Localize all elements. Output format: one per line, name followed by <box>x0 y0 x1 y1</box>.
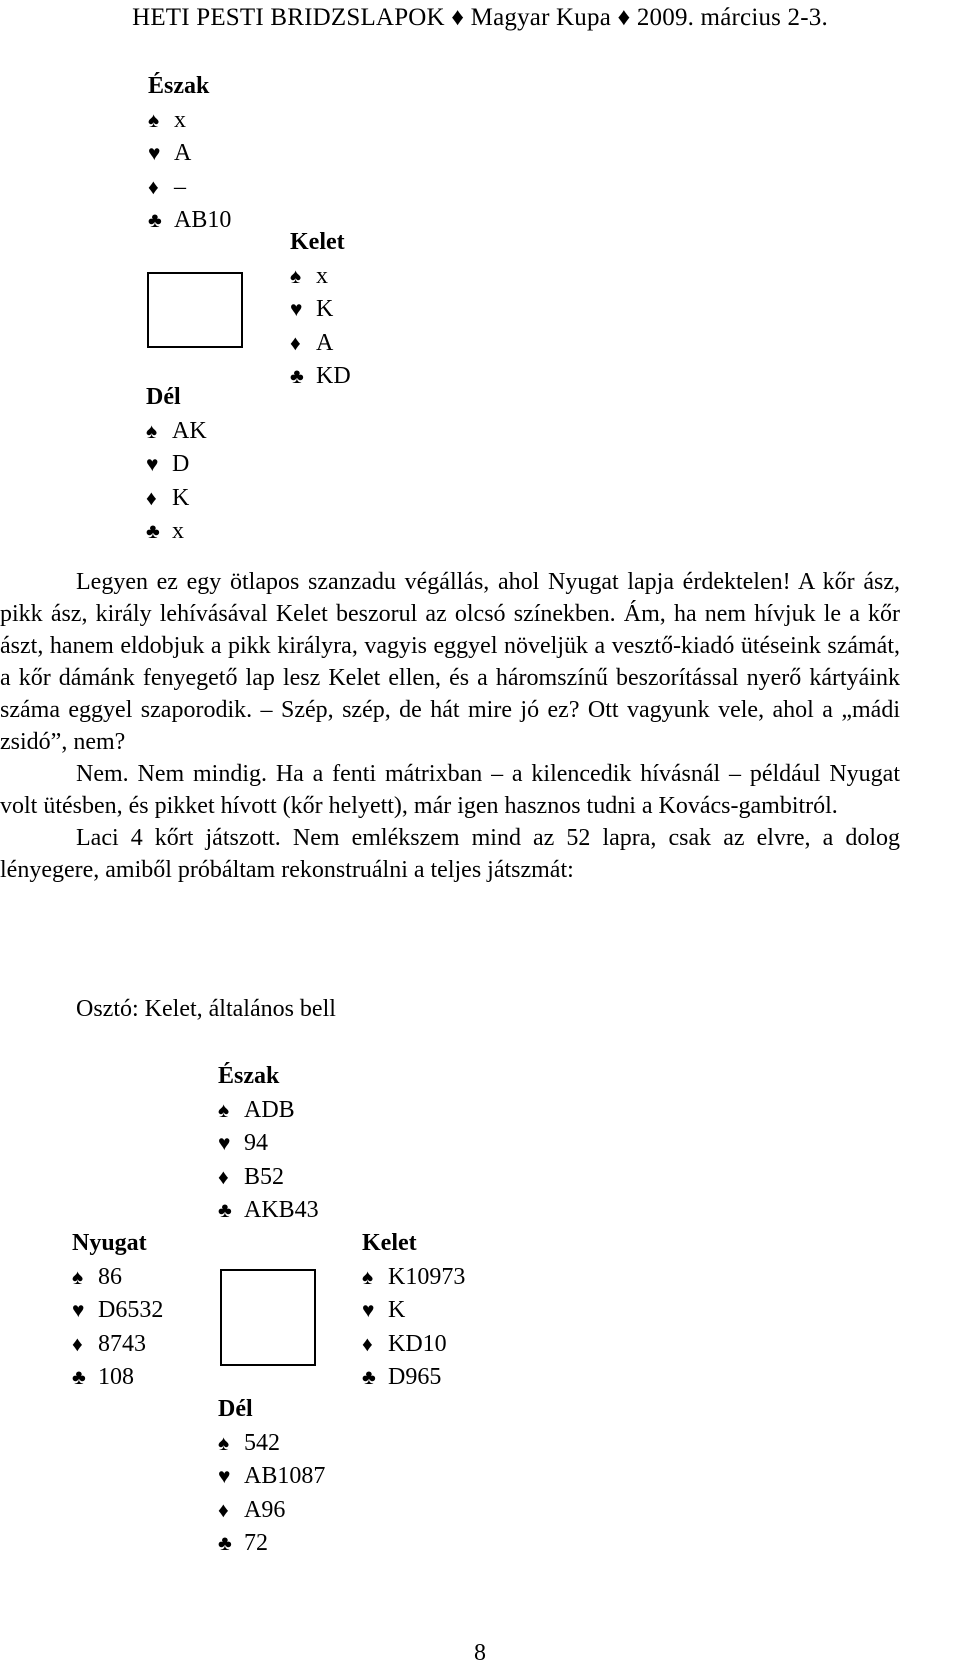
heart-icon: ♥ <box>290 297 303 321</box>
table-box <box>220 1269 316 1366</box>
clubs-holding: x <box>172 518 184 544</box>
spade-icon: ♠ <box>218 1097 230 1122</box>
club-icon: ♣ <box>290 364 304 388</box>
paragraph: Nem. Nem mindig. Ha a fenti mátrixban – a kilencedik hívásnál – például Nyugat volt ütésben, és pikket hívott (kőr helyett), már igen hasznos tudni a Kovács-gambitról. <box>0 761 900 819</box>
spades-holding: 542 <box>244 1429 280 1456</box>
spade-icon: ♠ <box>218 1430 230 1455</box>
clubs-holding: AKB43 <box>244 1197 319 1223</box>
heart-icon: ♥ <box>362 1298 375 1322</box>
hand-name: Észak <box>218 1063 280 1089</box>
diagram1-south-hand <box>146 381 207 549</box>
heart-icon: ♥ <box>72 1298 85 1322</box>
hand-name: Kelet <box>362 1230 417 1256</box>
diamond-icon: ♦ <box>146 485 157 510</box>
diamonds-holding: KD10 <box>388 1330 447 1357</box>
spade-icon: ♠ <box>362 1264 374 1289</box>
diamond-icon: ♦ <box>72 1331 83 1356</box>
spade-icon: ♠ <box>72 1264 84 1289</box>
heart-icon: ♥ <box>218 1464 231 1488</box>
article-text <box>0 566 900 886</box>
table-box <box>147 272 243 348</box>
hearts-holding: A <box>174 140 192 166</box>
clubs-holding: 108 <box>98 1364 134 1390</box>
hearts-holding: AB1087 <box>244 1463 326 1489</box>
club-icon: ♣ <box>72 1365 86 1389</box>
hand-name: Kelet <box>290 229 345 255</box>
spades-holding: x <box>316 262 328 289</box>
dealer-line: Osztó: Kelet, általános bell <box>76 996 336 1022</box>
paragraph: Legyen ez egy ötlapos szanzadu végállás, ahol Nyugat lapja érdektelen! A kőr ász, pikk ász, király lehívásával Kelet beszorul az olcsó színekben. Ám, ha nem hívjuk le a kőr ászt, hanem eldobjuk a pikk királyra, vagyis eggyel növeljük a vesztő-kiadó ütéseink számát, a kőr dámánk fenyegető lap lesz Kelet ellen, és a háromszínű beszorítással nyerő kártyáink száma eggyel szaporodik. – Szép, szép, de hát mire jó ez? Ott vagyunk vele, ahol a „mádi zsidó”, nem? <box>0 569 900 755</box>
hand-name: Nyugat <box>72 1230 147 1256</box>
page-number: 8 <box>474 1640 486 1666</box>
heart-icon: ♥ <box>218 1131 231 1155</box>
hearts-holding: K <box>388 1297 406 1323</box>
club-icon: ♣ <box>148 208 162 232</box>
page-header: HETI PESTI BRIDZSLAPOK ♦ Magyar Kupa ♦ 2009. március 2-3. <box>132 4 828 31</box>
diamonds-holding: K <box>172 484 190 511</box>
spades-holding: ADB <box>244 1096 295 1123</box>
spade-icon: ♠ <box>148 107 160 132</box>
diagram1-north-hand <box>148 70 231 238</box>
hand-name: Dél <box>146 384 181 410</box>
clubs-holding: 72 <box>244 1530 268 1556</box>
club-icon: ♣ <box>218 1531 232 1555</box>
clubs-holding: KD <box>316 363 351 389</box>
spades-holding: K10973 <box>388 1263 466 1290</box>
club-icon: ♣ <box>362 1365 376 1389</box>
diamond-icon: ♦ <box>362 1331 373 1356</box>
hearts-holding: K <box>316 296 334 322</box>
club-icon: ♣ <box>218 1198 232 1222</box>
diagram2-east-hand <box>362 1227 465 1395</box>
spades-holding: AK <box>172 417 207 444</box>
diagram2-west-hand <box>72 1227 163 1395</box>
club-icon: ♣ <box>146 519 160 543</box>
hand-name: Észak <box>148 73 210 99</box>
hearts-holding: 94 <box>244 1130 268 1156</box>
paragraph: Laci 4 kőrt játszott. Nem emlékszem mind az 52 lapra, csak az elvre, a dolog lényegere, amiből próbáltam rekonstruálni a teljes játszmát: <box>0 825 900 883</box>
diagram1-east-hand <box>290 226 351 394</box>
clubs-holding: AB10 <box>174 207 232 233</box>
diamond-icon: ♦ <box>290 330 301 355</box>
hearts-holding: D6532 <box>98 1297 164 1323</box>
diamonds-holding: – <box>174 173 186 200</box>
diamonds-holding: B52 <box>244 1163 285 1190</box>
diagram2-north-hand <box>218 1060 319 1228</box>
spades-holding: 86 <box>98 1263 122 1290</box>
diamond-icon: ♦ <box>218 1164 229 1189</box>
diamond-icon: ♦ <box>218 1497 229 1522</box>
clubs-holding: D965 <box>388 1364 442 1390</box>
spade-icon: ♠ <box>290 263 302 288</box>
hearts-holding: D <box>172 451 190 477</box>
diamonds-holding: A <box>316 329 334 356</box>
diamonds-holding: 8743 <box>98 1330 146 1357</box>
heart-icon: ♥ <box>146 452 159 476</box>
diamond-icon: ♦ <box>148 174 159 199</box>
spades-holding: x <box>174 106 186 133</box>
diamonds-holding: A96 <box>244 1496 286 1523</box>
hand-name: Dél <box>218 1396 253 1422</box>
heart-icon: ♥ <box>148 141 161 165</box>
spade-icon: ♠ <box>146 418 158 443</box>
diagram2-south-hand <box>218 1393 325 1561</box>
